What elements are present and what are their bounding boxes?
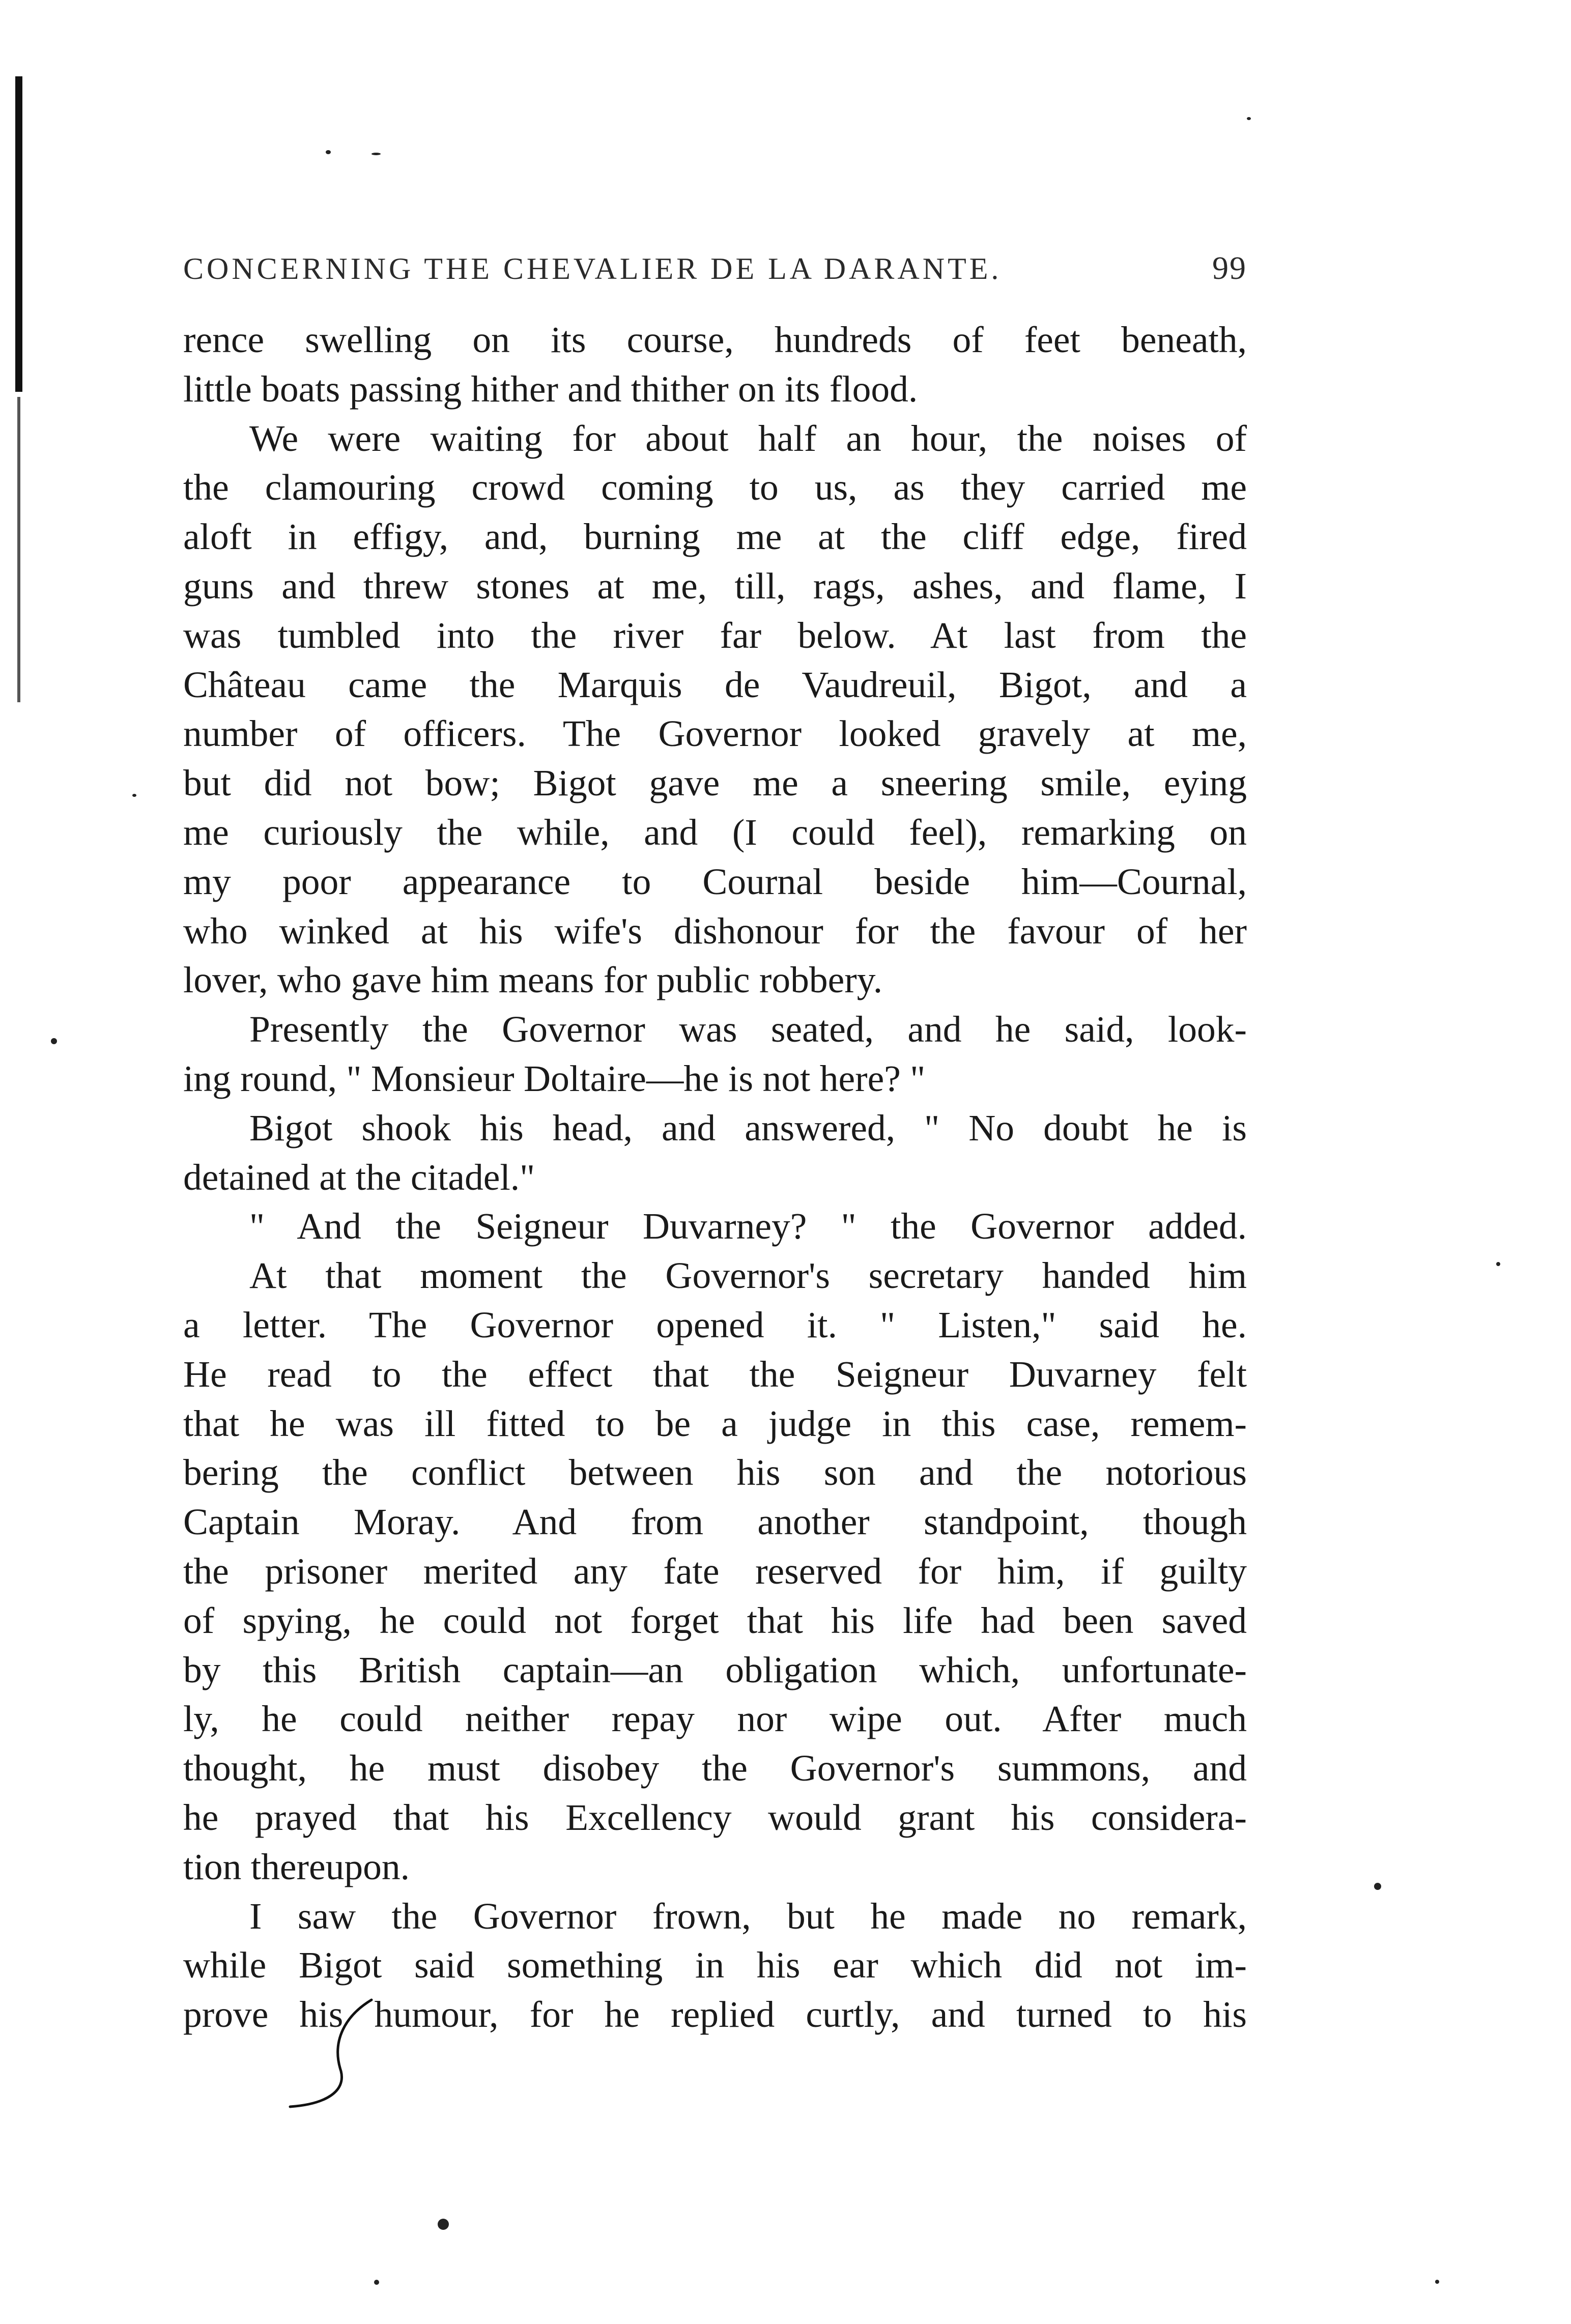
text-line: tion thereupon. [183, 1846, 410, 1887]
binding-shadow-lower [17, 397, 20, 702]
scan-speck [326, 150, 331, 154]
page-number: 99 [1212, 250, 1247, 286]
scan-speck [438, 2219, 449, 2230]
binding-shadow [15, 76, 22, 392]
text-line: me curiously the while, and (I could feel), remarking on [183, 811, 1247, 853]
text-line: Captain Moray. And from another standpoint, though [183, 1501, 1247, 1543]
text-line: aloft in effigy, and, burning me at the cliff edge, fired [183, 516, 1247, 558]
text-line: bering the conflict between his son and the notorious [183, 1452, 1247, 1494]
text-line: We were waiting for about half an hour, the noises of [249, 417, 1247, 459]
scan-speck [1374, 1883, 1381, 1890]
text-line: Bigot shook his head, and answered, " No doubt he is [249, 1107, 1247, 1149]
text-line: I saw the Governor frown, but he made no remark, [249, 1895, 1247, 1937]
text-line: prove his humour, for he replied curtly, and turned to his [183, 1994, 1247, 2035]
text-line: was tumbled into the river far below. At last from the [183, 614, 1247, 656]
scan-speck [1247, 117, 1251, 120]
scan-speck [1496, 1262, 1500, 1266]
text-line: rence swelling on its course, hundreds of feet beneath, [183, 319, 1247, 360]
text-line: Presently the Governor was seated, and he said, look- [249, 1009, 1247, 1050]
text-line: ing round, " Monsieur Doltaire—he is not here? " [183, 1057, 926, 1099]
text-line: thought, he must disobey the Governor's summons, and [183, 1747, 1247, 1789]
text-line: who winked at his wife's dishonour for the favour of her [183, 910, 1247, 952]
scan-speck [132, 794, 136, 797]
scan-speck [1435, 2280, 1439, 2284]
scan-speck [374, 2280, 379, 2285]
body-text [183, 315, 1247, 2040]
text-line: my poor appearance to Cournal beside him—Cournal, [183, 860, 1247, 902]
scan-speck [51, 1038, 57, 1044]
text-line: while Bigot said something in his ear which did not im- [183, 1944, 1247, 1986]
running-header [183, 249, 1247, 285]
text-line: " And the Seigneur Duvarney? " the Governor added. [249, 1206, 1247, 1247]
text-line: that he was ill fitted to be a judge in this case, remem- [183, 1402, 1247, 1444]
text-line: lover, who gave him means for public robbery. [183, 959, 883, 1001]
text-line: detained at the citadel." [183, 1156, 535, 1198]
text-line: by this British captain—an obligation which, unfortunate- [183, 1649, 1247, 1690]
text-line: Château came the Marquis de Vaudreuil, Bigot, and a [183, 664, 1247, 705]
text-line: At that moment the Governor's secretary handed him [249, 1255, 1247, 1297]
scan-speck [372, 153, 381, 155]
text-line: but did not bow; Bigot gave me a sneering smile, eying [183, 762, 1247, 804]
text-line: the prisoner merited any fate reserved for him, if guilty [183, 1550, 1247, 1592]
text-line: the clamouring crowd coming to us, as they carried me [183, 467, 1247, 508]
text-line: ly, he could neither repay nor wipe out. After much [183, 1698, 1247, 1740]
text-line: He read to the effect that the Seigneur Duvarney felt [183, 1353, 1247, 1395]
running-title: CONCERNING THE CHEVALIER DE LA DARANTE. [183, 252, 1002, 285]
text-line: a letter. The Governor opened it. " Listen," said he. [183, 1304, 1247, 1345]
pen-mark-icon [285, 1995, 387, 2117]
text-line: guns and threw stones at me, till, rags, ashes, and flame, I [183, 565, 1247, 607]
text-line: little boats passing hither and thither on its flood. [183, 368, 918, 410]
text-line: number of officers. The Governor looked gravely at me, [183, 713, 1247, 755]
text-line: he prayed that his Excellency would grant his considera- [183, 1796, 1247, 1838]
text-line: of spying, he could not forget that his life had been saved [183, 1599, 1247, 1641]
